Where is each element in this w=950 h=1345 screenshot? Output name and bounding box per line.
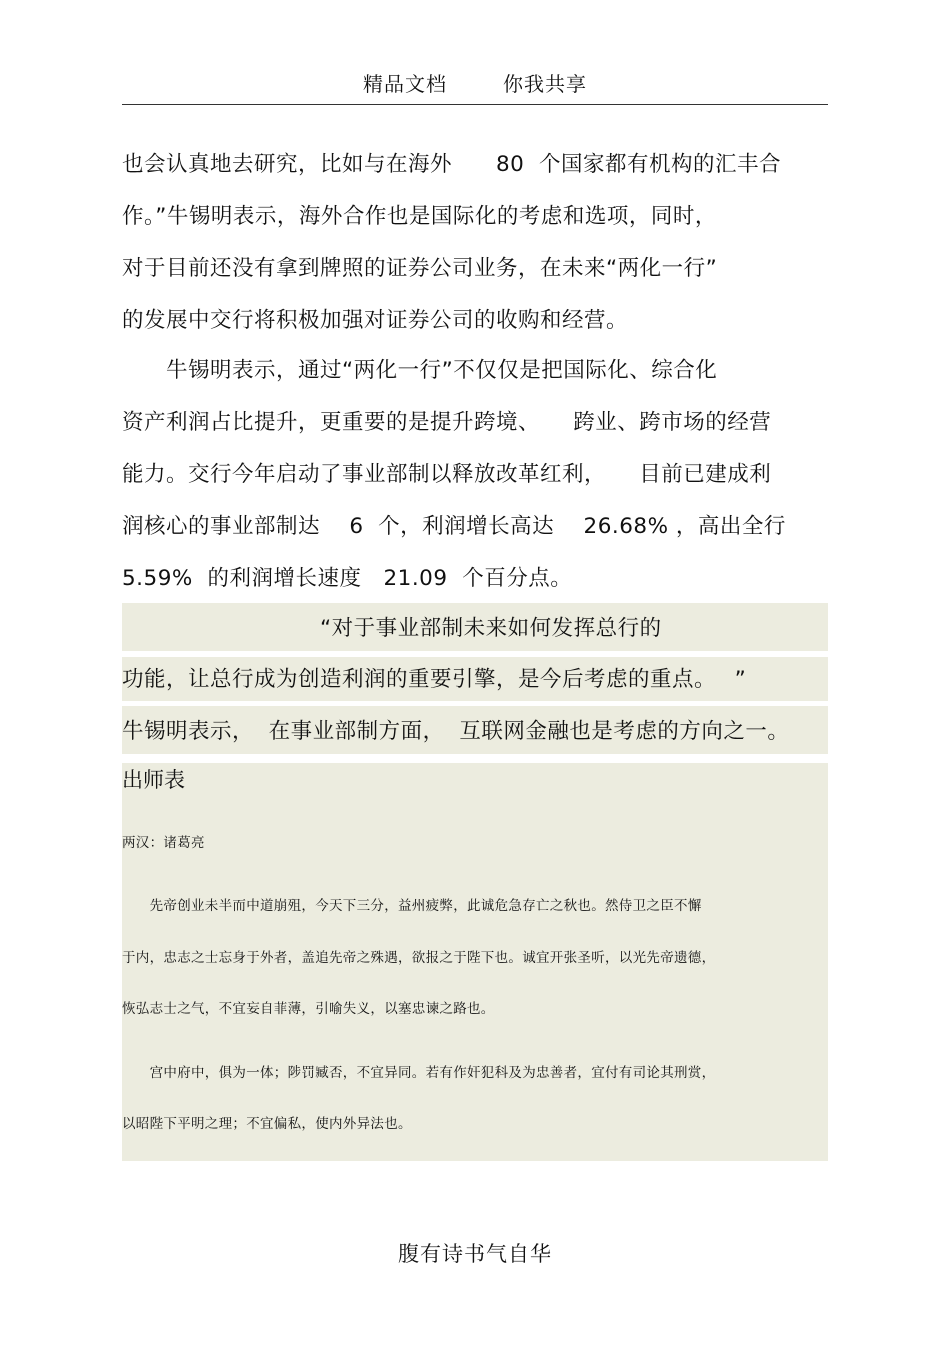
page-header [122,68,828,105]
body-line: 的发展中交行将积极加强对证券公司的收购和经营。 [122,308,629,333]
quote-line: 功能，让总行成为创造利润的重要引擎，是今后考虑的重点。 ” [122,667,747,692]
poem-title: 出师表 [122,768,185,792]
body-line: 作。”牛锡明表示，海外合作也是国际化的考虑和选项，同时， [122,204,717,229]
header-left-text: 精品文档 [363,72,447,96]
body-line: 5.59% 的利润增长速度 21.09 个百分点。 [122,566,573,591]
body-line: 润核心的事业部制达 6 个，利润增长高达 26.68% ，高出全行 [122,514,786,539]
poem-author: 两汉：诸葛亮 [122,835,205,851]
poem-line: 于内，忠志之士忘身于外者，盖追先帝之殊遇，欲报之于陛下也。诚宜开张圣听，以光先帝遗德， [122,950,716,966]
body-line: 对于目前还没有拿到牌照的证券公司业务，在未来“两化一行” [122,256,718,281]
page-footer: 腹有诗书气自华 [398,1242,552,1266]
header-right-text: 你我共享 [503,72,587,96]
quote-line: “对于事业部制未来如何发挥总行的 [122,616,662,641]
poem-line: 先帝创业未半而中道崩殂，今天下三分，益州疲弊，此诚危急存亡之秋也。然侍卫之臣不懈 [122,898,702,914]
poem-line: 宫中府中，俱为一体；陟罚臧否，不宜异同。若有作奸犯科及为忠善者，宜付有司论其刑赏， [122,1065,716,1081]
body-line: 资产利润占比提升，更重要的是提升跨境、 跨业、跨市场的经营 [122,410,772,435]
poem-line: 恢弘志士之气，不宜妄自菲薄，引喻失义，以塞忠谏之路也。 [122,1001,495,1017]
poem-line: 以昭陛下平明之理；不宜偏私，使内外异法也。 [122,1116,412,1132]
body-line: 牛锡明表示，通过“两化一行”不仅仅是把国际化、综合化 [122,358,718,383]
body-line: 能力。交行今年启动了事业部制以释放改革红利， 目前已建成利 [122,462,772,487]
quote-line: 牛锡明表示， 在事业部制方面， 互联网金融也是考虑的方向之一。 [122,719,790,744]
body-line: 也会认真地去研究，比如与在海外 80 个国家都有机构的汇丰合 [122,152,782,177]
